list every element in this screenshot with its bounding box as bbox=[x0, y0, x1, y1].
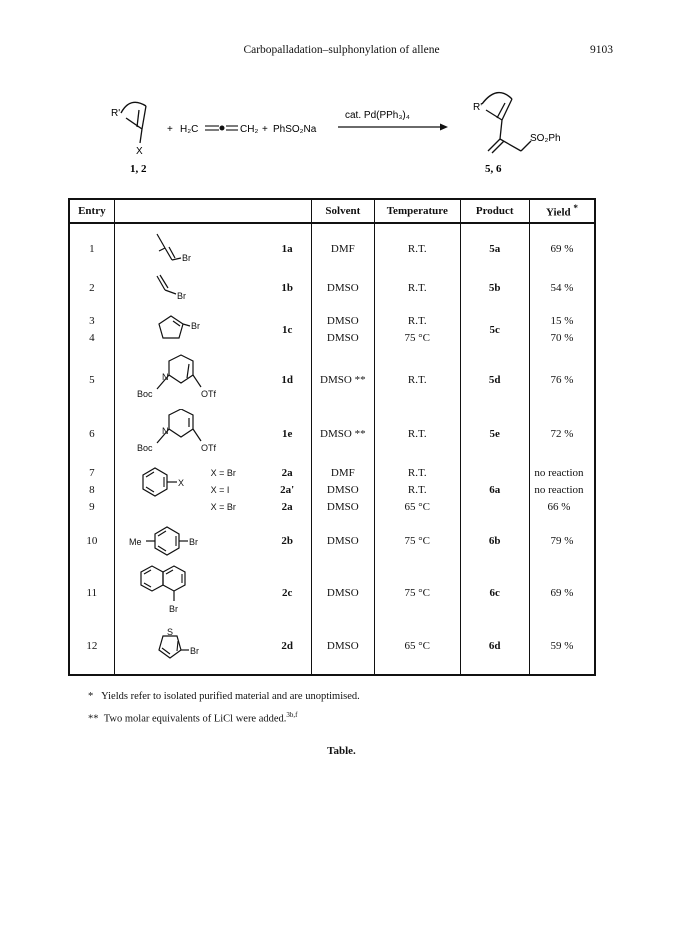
substrate-label: 1d bbox=[281, 374, 293, 386]
yield-a: no reaction bbox=[534, 466, 584, 479]
product: 6d bbox=[460, 624, 529, 668]
entry-c: 9 bbox=[89, 500, 95, 513]
table-footnotes bbox=[88, 688, 360, 729]
yields bbox=[529, 460, 595, 520]
table-caption: Table. bbox=[327, 745, 356, 757]
product: 6b bbox=[460, 520, 529, 562]
entry-b: 4 bbox=[89, 332, 95, 344]
product-r-label: R' bbox=[473, 102, 483, 113]
solvent-c: DMSO bbox=[326, 500, 359, 513]
entry-numbers bbox=[69, 308, 114, 352]
sulfur-label: S bbox=[166, 627, 173, 637]
plus-sign-2: + bbox=[262, 124, 268, 135]
substrate-label: 2b bbox=[281, 535, 293, 547]
yield: 69 % bbox=[529, 562, 595, 624]
substrate-label: 1b bbox=[281, 282, 293, 294]
triflate-label: OTf bbox=[200, 389, 216, 399]
product: 5d bbox=[460, 352, 529, 408]
substrate-label: 1c bbox=[281, 324, 293, 336]
sodium-sulfinate: PhSO₂Na bbox=[273, 124, 317, 135]
entry-number: 12 bbox=[86, 640, 98, 652]
product: 5b bbox=[460, 268, 529, 308]
footnote-2-mark: ** bbox=[88, 713, 99, 725]
entry-number: 10 bbox=[86, 535, 98, 547]
nitrogen-label: N bbox=[161, 426, 169, 436]
footnote-2-reference: 3b,f bbox=[286, 711, 298, 719]
temperature: 75 °C bbox=[375, 562, 461, 624]
product: 5e bbox=[460, 408, 529, 460]
temperature: R.T. bbox=[375, 352, 461, 408]
entry-a: 3 bbox=[89, 315, 95, 327]
nitrogen-label: N bbox=[161, 372, 169, 382]
spacer-row bbox=[69, 223, 595, 230]
entry-a: 7 bbox=[89, 466, 95, 479]
footnote-2-text: Two molar equivalents of LiCl were added. bbox=[103, 713, 287, 725]
yield-b: 70 % bbox=[550, 332, 574, 344]
substrate-label: 2c bbox=[281, 587, 293, 599]
table-row-7-8-9 bbox=[69, 460, 595, 520]
header-product: Product bbox=[460, 199, 529, 223]
entry-number: 1 bbox=[89, 243, 95, 255]
product: 5c bbox=[460, 308, 529, 352]
results-table bbox=[68, 198, 596, 676]
bromo-label: Br bbox=[188, 537, 198, 547]
substrate-label: 1a bbox=[281, 243, 293, 255]
table-row-5 bbox=[69, 352, 595, 408]
entry-number: 11 bbox=[86, 587, 98, 599]
bromo-label: Br bbox=[190, 321, 200, 331]
table-row-6 bbox=[69, 408, 595, 460]
triflate-label: OTf bbox=[200, 443, 216, 453]
catalyst-condition: cat. Pd(PPh₃)₄ bbox=[345, 110, 410, 121]
product-number: 5, 6 bbox=[485, 163, 502, 175]
solvent: DMSO bbox=[311, 520, 374, 562]
entry-number: 6 bbox=[89, 428, 95, 440]
reactant-number: 1, 2 bbox=[130, 163, 147, 175]
yield: 69 % bbox=[529, 230, 595, 268]
solvent-a: DMF bbox=[330, 466, 355, 479]
yield: 54 % bbox=[529, 268, 595, 308]
solvents bbox=[311, 308, 374, 352]
product-sulfone-group: SO₂Ph bbox=[530, 133, 561, 144]
bromo-label: Br bbox=[176, 291, 186, 301]
reactant-r-label: R' bbox=[111, 108, 121, 119]
entry-b: 8 bbox=[89, 483, 95, 496]
boc-label: Boc bbox=[136, 443, 153, 453]
x-a: X = Br bbox=[210, 467, 236, 478]
table-row-10 bbox=[69, 520, 595, 562]
structure-bromonaphthalene-2c bbox=[114, 562, 264, 624]
table-row-1 bbox=[69, 230, 595, 268]
header-yield bbox=[529, 199, 595, 223]
methyl-label: Me bbox=[128, 537, 142, 547]
yield: 59 % bbox=[529, 624, 595, 668]
structure-bromotoluene-2b bbox=[114, 520, 264, 562]
temperatures bbox=[375, 308, 461, 352]
entry-number: 2 bbox=[89, 282, 95, 294]
allene-left: H₂C bbox=[180, 124, 199, 135]
structure-vinyl-bromide-1a bbox=[114, 230, 264, 268]
entry-number: 5 bbox=[89, 374, 95, 386]
halogen-x-label: X bbox=[177, 478, 184, 488]
structure-halobenzene-2a bbox=[114, 460, 264, 520]
solvent-b: DMSO bbox=[326, 483, 359, 496]
entry-numbers bbox=[69, 460, 114, 520]
solvent: DMSO bbox=[311, 562, 374, 624]
yield-c: 66 % bbox=[547, 500, 571, 513]
boc-label: Boc bbox=[136, 389, 153, 399]
temperature: R.T. bbox=[375, 408, 461, 460]
solvent-b: DMSO bbox=[326, 332, 359, 344]
structure-allyl-bromide-1b bbox=[114, 268, 264, 308]
spacer-row bbox=[69, 668, 595, 675]
structure-bromothiophene-2d bbox=[114, 624, 264, 668]
table-row-3-4 bbox=[69, 308, 595, 352]
table-header-row bbox=[69, 199, 595, 223]
bromo-label: Br bbox=[168, 604, 178, 614]
temperature: 65 °C bbox=[375, 624, 461, 668]
bromo-label: Br bbox=[181, 253, 191, 263]
structure-cyclopentenyl-bromide-1c bbox=[114, 308, 264, 352]
bromo-label: Br bbox=[189, 646, 199, 656]
temperature: 75 °C bbox=[375, 520, 461, 562]
label-a: 2a bbox=[281, 466, 293, 479]
footnote-1-mark: * bbox=[88, 691, 94, 702]
temp-a: R.T. bbox=[407, 315, 427, 327]
temp-b: 75 °C bbox=[404, 332, 431, 344]
table-row-12 bbox=[69, 624, 595, 668]
footnote-1-text: Yields refer to isolated purified material and are unoptimised. bbox=[101, 691, 360, 702]
header-yield-mark: * bbox=[573, 203, 578, 214]
product: 6a bbox=[460, 460, 529, 520]
temperature: R.T. bbox=[375, 230, 461, 268]
yield-b: no reaction bbox=[534, 483, 584, 496]
header-substrate-label bbox=[264, 199, 311, 223]
reaction-scheme bbox=[0, 0, 683, 200]
temp-b: R.T. bbox=[407, 483, 427, 496]
page-number: 9103 bbox=[590, 44, 613, 56]
x-c: X = Br bbox=[210, 501, 236, 512]
yields bbox=[529, 308, 595, 352]
product: 6c bbox=[460, 562, 529, 624]
yield-a: 15 % bbox=[550, 315, 574, 327]
temp-a: R.T. bbox=[407, 466, 427, 479]
substrate-label: 1e bbox=[281, 428, 293, 440]
allene-right: CH₂ bbox=[240, 124, 259, 135]
plus-sign: + bbox=[167, 124, 173, 135]
header-yield-text: Yield bbox=[545, 206, 571, 219]
halogen-variants bbox=[211, 465, 236, 516]
temp-c: 65 °C bbox=[404, 500, 431, 513]
label-c: 2a bbox=[281, 500, 293, 513]
running-header: Carbopalladation–sulphonylation of allene bbox=[243, 44, 440, 56]
product: 5a bbox=[460, 230, 529, 268]
structure-boc-tetrahydropyridine-triflate-1d bbox=[114, 352, 264, 408]
header-substrate bbox=[114, 199, 264, 223]
solvent: DMSO ** bbox=[311, 352, 374, 408]
structure-boc-tetrahydropyridine-triflate-1e bbox=[114, 408, 264, 460]
header-temperature: Temperature bbox=[375, 199, 461, 223]
temperature: R.T. bbox=[375, 268, 461, 308]
solvent: DMSO bbox=[311, 624, 374, 668]
x-b: X = I bbox=[210, 484, 230, 495]
substrate-labels bbox=[264, 460, 311, 520]
temperatures bbox=[375, 460, 461, 520]
solvent: DMSO ** bbox=[311, 408, 374, 460]
footnote-1 bbox=[88, 688, 360, 706]
yield: 72 % bbox=[529, 408, 595, 460]
solvent-a: DMSO bbox=[326, 315, 359, 327]
solvent: DMSO bbox=[311, 268, 374, 308]
label-b: 2a' bbox=[280, 483, 295, 496]
header-entry: Entry bbox=[69, 199, 114, 223]
reactant-x-label: X bbox=[136, 146, 143, 157]
allene-center-dot bbox=[220, 126, 225, 131]
header-solvent: Solvent bbox=[311, 199, 374, 223]
yield: 79 % bbox=[529, 520, 595, 562]
table-row-2 bbox=[69, 268, 595, 308]
footnote-2 bbox=[88, 706, 360, 729]
solvent: DMF bbox=[311, 230, 374, 268]
yield: 76 % bbox=[529, 352, 595, 408]
substrate-label: 2d bbox=[281, 640, 293, 652]
table-row-11 bbox=[69, 562, 595, 624]
solvents bbox=[311, 460, 374, 520]
